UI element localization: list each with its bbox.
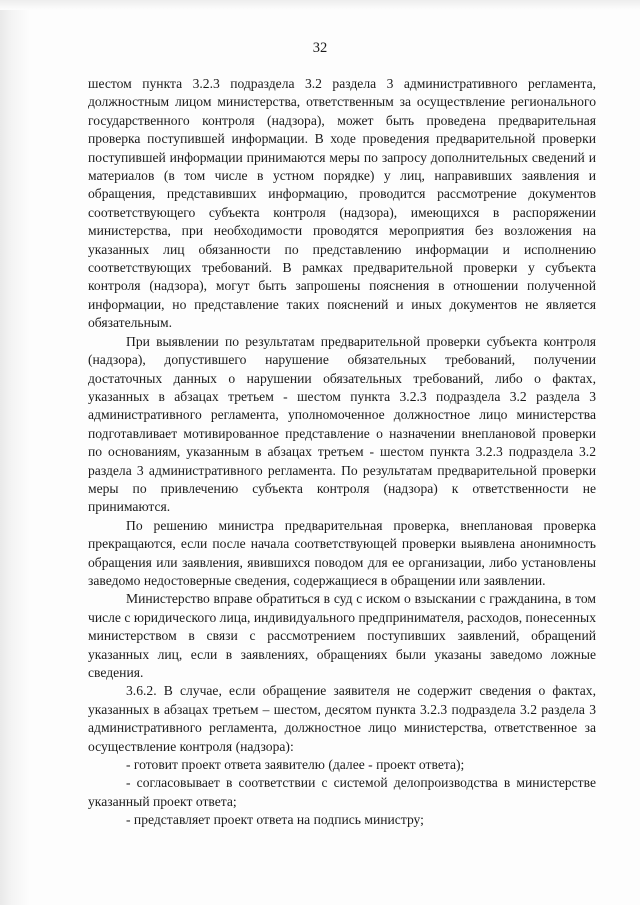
list-item: - согласовывает в соответствии с системой делопроизводства в министерстве указанный проект ответа; [88,775,596,809]
paragraph: При выявлении по результатам предварительной проверки субъекта контроля (надзора), допустившего нарушение обязательных требований, получении достаточных данных о нарушении обязательных требований, либо о фактах, указанных в абзацах третьем - шестом пункта 3.2.3 подраздела 3.2 раздела 3 административного регламента, уполномоченное должностное лицо министерства подготавливает мотивированное представление о назначении внеплановой проверки по основаниям, указанным в абзацах третьем - шестом пункта 3.2.3 подраздела 3.2 раздела 3 административного регламента. По результатам предварительной проверки меры по привлечению субъекта контроля (надзора) к ответственности не принимаются. [88,333,596,515]
scan-shadow-left [0,0,30,905]
page-number: 32 [312,40,328,56]
paragraph: 3.6.2. В случае, если обращение заявителя не содержит сведения о фактах, указанных в абзацах третьем – шестом, десятом пункта 3.2.3 подраздела 3.2 раздела 3 административного регламента, должностное лицо министерства, ответственное за осуществление контроля (надзора): [88,683,596,754]
paragraph: По решению министра предварительная проверка, внеплановая проверка прекращаются, если после начала соответствующей проверки выявлена анонимность обращения или заявления, явившихся поводом для ее организации, либо установлены заведомо недостоверные сведения, содержащиеся в обращении или заявлении. [88,517,596,588]
paragraph: Министерство вправе обратиться в суд с иском о взыскании с гражданина, в том числе с юридического лица, индивидуального предпринимателя, расходов, понесенных министерством в связи с рассмотрением поступивших заявлений, обращений указанных лиц, если в заявлениях, обращениях были указаны заведомо ложные сведения. [88,591,596,680]
document-body [88,75,596,830]
list-item: - представляет проект ответа на подпись министру; [126,812,424,828]
paragraph: шестом пункта 3.2.3 подраздела 3.2 раздела 3 административного регламента, должностным лицом министерства, ответственным за осуществление регионального государственного контроля (надзора), может быть проведена предварительная проверка поступившей информации. В ходе проведения предварительной проверки поступившей информации принимаются меры по запросу дополнительных сведений и материалов (в том числе в устном порядке) у лиц, направивших заявления и обращения, представивших информацию, проводится рассмотрение документов соответствующего субъекта контроля (надзора), имеющихся в распоряжении министерства, при необходимости проводятся мероприятия без возложения на указанных лиц обязанности по представлению информации и исполнению соответствующих требований. В рамках предварительной проверки у субъекта контроля (надзора), могут быть запрошены пояснения в отношении полученной информации, но представление таких пояснений и иных документов не является обязательным. [88,76,596,331]
list-item: - готовит проект ответа заявителю (далее - проект ответа); [126,757,465,773]
scan-shadow-top [0,0,640,10]
